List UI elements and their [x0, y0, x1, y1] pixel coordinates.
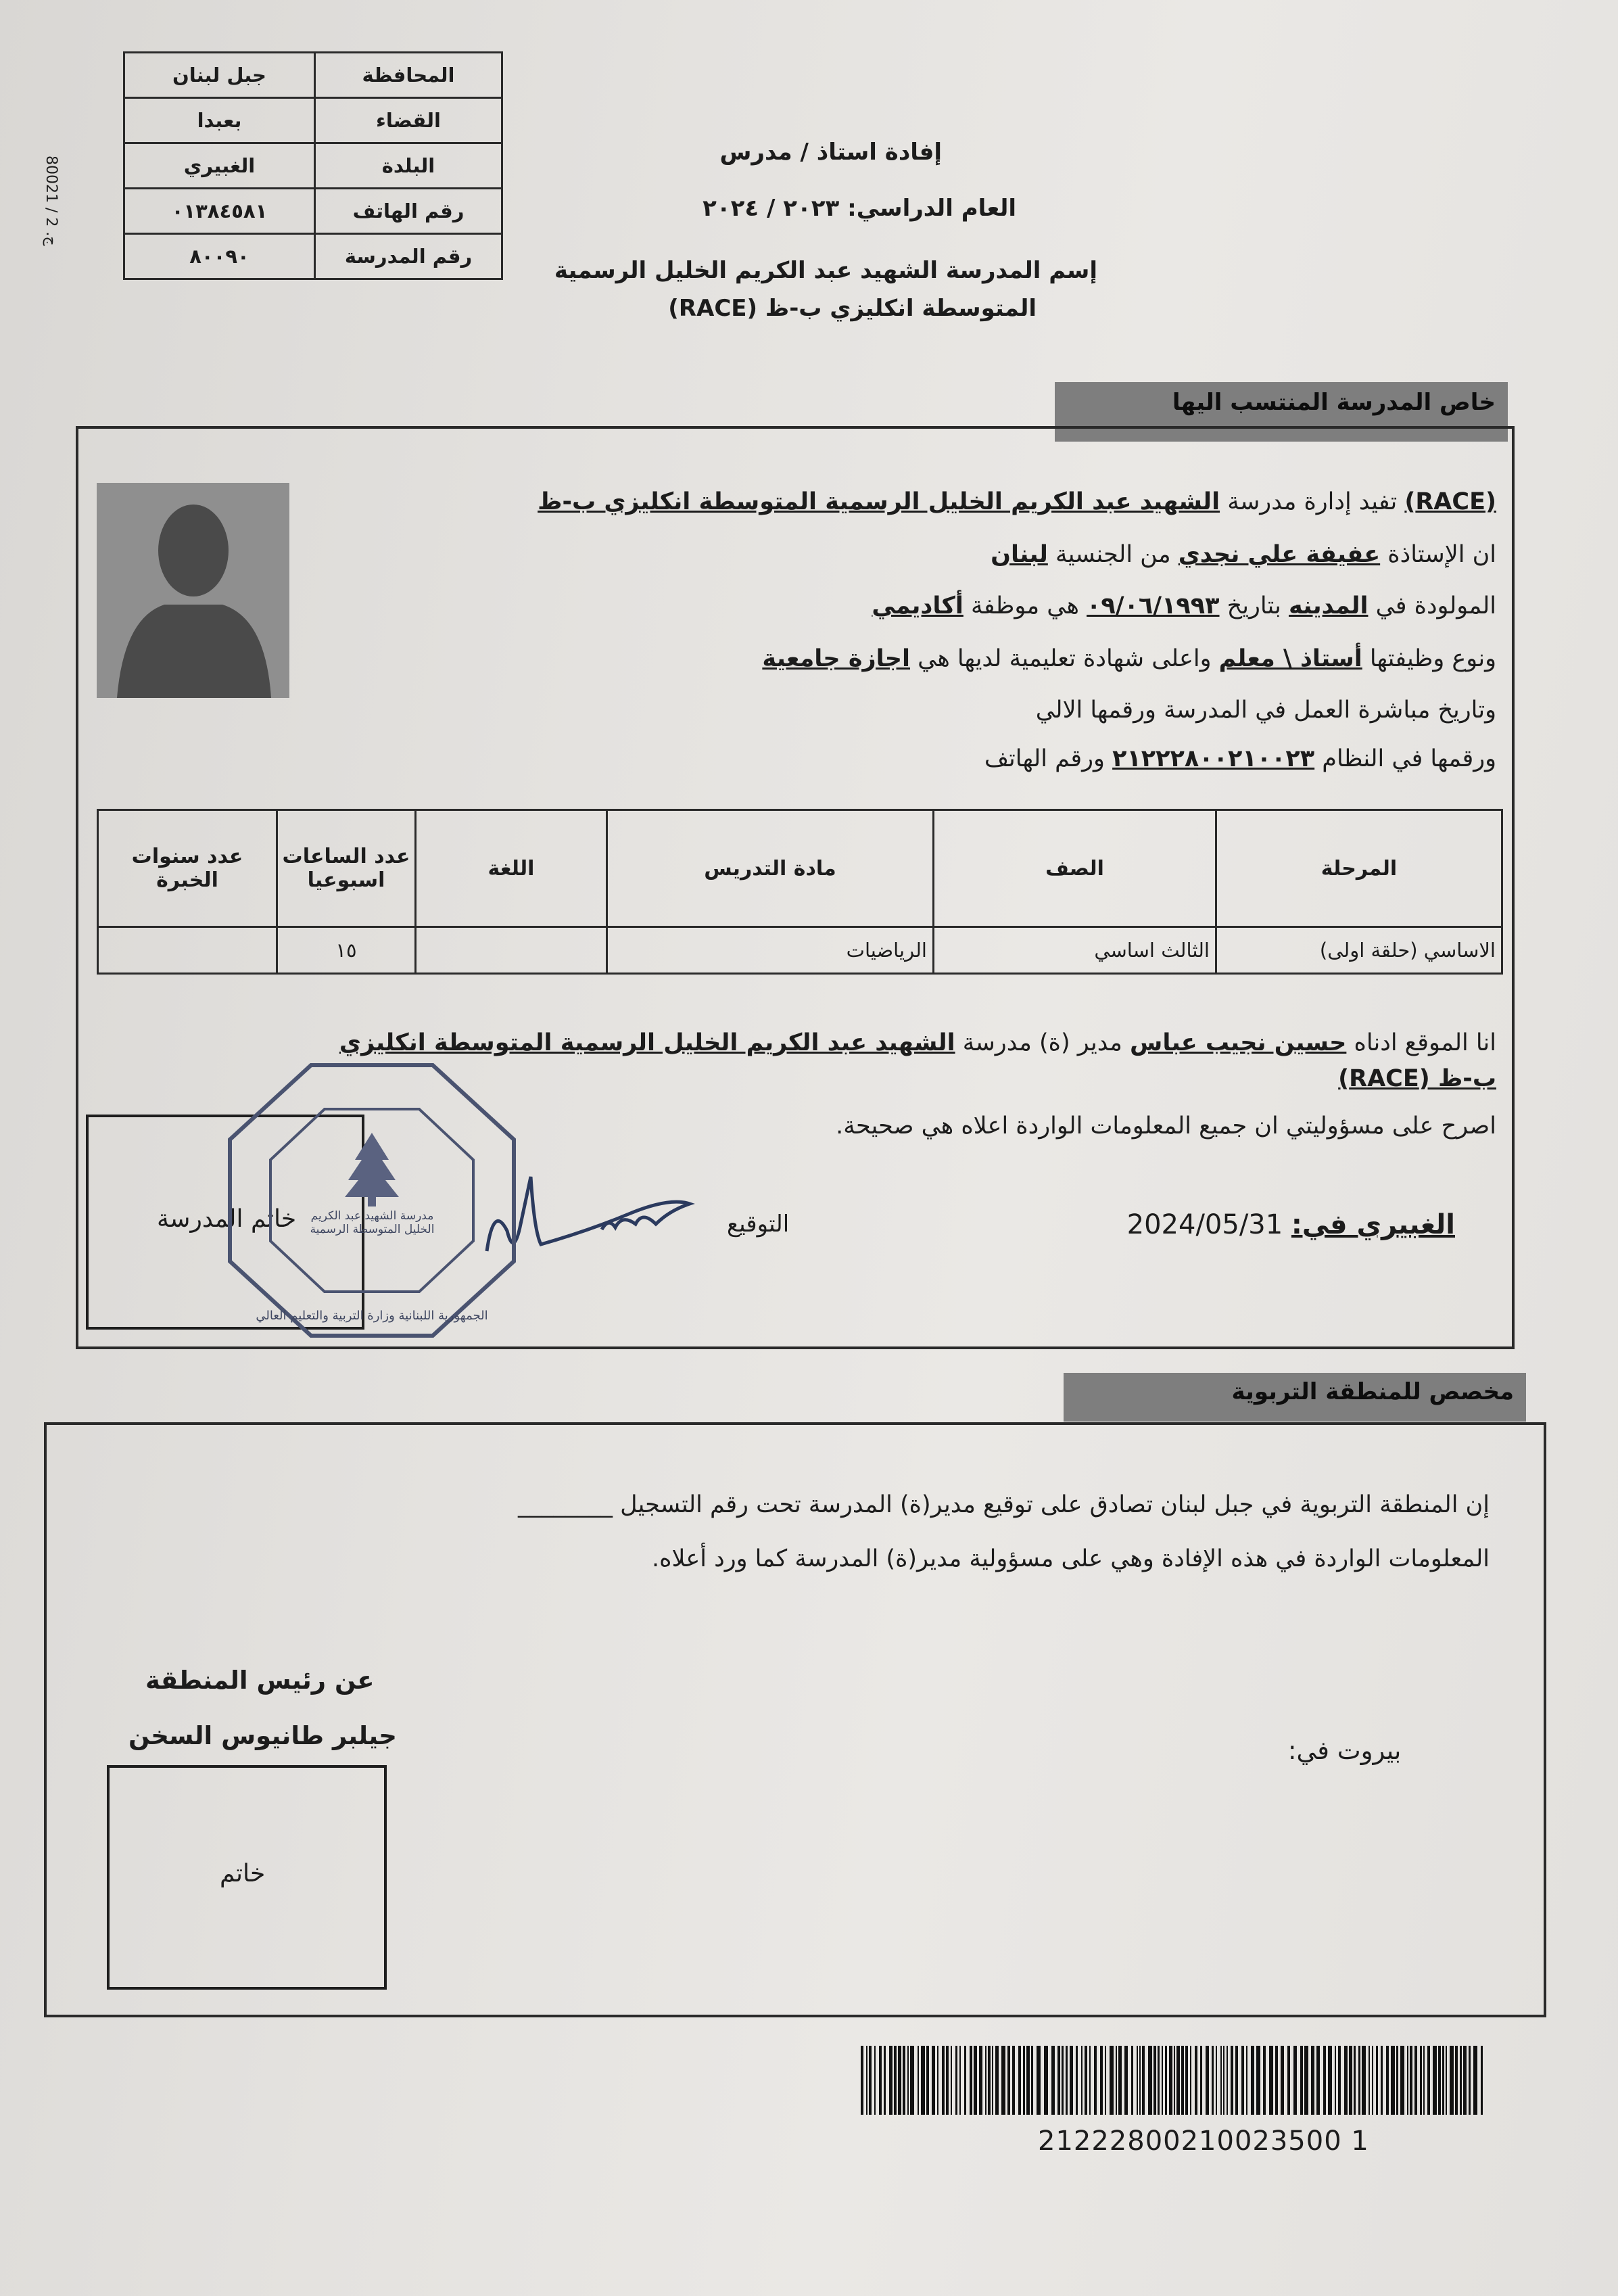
barcode-bar: [1293, 2046, 1297, 2115]
col-header-stage: المرحلة: [1216, 810, 1502, 927]
section-school-title: خاص المدرسة المنتسب اليها: [1055, 382, 1508, 442]
cell-class: الثالث اساسي: [934, 927, 1216, 974]
body-text: مدير (ة) مدرسة: [955, 1029, 1131, 1056]
barcode-bar: [1391, 2046, 1395, 2115]
body-line-1: [538, 488, 1496, 515]
barcode-bar: [869, 2046, 872, 2115]
barcode-bar: [1023, 2046, 1025, 2115]
table-header-row: [98, 810, 1502, 927]
col-header-experience: عدد سنوات الخبرة: [98, 810, 277, 927]
barcode-bar: [884, 2046, 886, 2115]
barcode-bar: [942, 2046, 945, 2115]
barcode-bar: [1037, 2046, 1041, 2115]
barcode-bar: [1381, 2046, 1383, 2115]
barcode-bar: [1094, 2046, 1097, 2115]
beirut-date-label: بيروت في:: [1288, 1736, 1402, 1765]
body-line-6: [984, 745, 1496, 772]
barcode-bar: [1137, 2046, 1138, 2115]
barcode-bar: [1386, 2046, 1389, 2115]
barcode-bar: [910, 2046, 914, 2115]
barcode-bar: [932, 2046, 935, 2115]
barcode-bar: [1012, 2046, 1015, 2115]
info-value: الغبيري: [124, 143, 315, 189]
barcode-bar: [1281, 2046, 1284, 2115]
barcode-bar: [921, 2046, 925, 2115]
barcode-bar: [1231, 2046, 1233, 2115]
barcode-bar: [861, 2046, 863, 2115]
cell-subject: الرياضيات: [607, 927, 934, 974]
barcode-bar: [1181, 2046, 1184, 2115]
barcode-bar: [1051, 2046, 1055, 2115]
barcode-bar: [1304, 2046, 1308, 2115]
teacher-name: عفيفة علي نجدي: [1178, 541, 1381, 568]
table-row: [98, 927, 1502, 974]
school-info-table: [123, 51, 503, 280]
body-text: بتاريخ: [1219, 592, 1289, 619]
body-line-5: وتاريخ مباشرة العمل في المدرسة ورقمها الالي: [1035, 697, 1496, 724]
declaration-line-2: [1338, 1065, 1496, 1092]
barcode-bar: [1031, 2046, 1033, 2115]
barcode-bar: [1256, 2046, 1260, 2115]
barcode-bar: [926, 2046, 929, 2115]
barcode-bar: [1118, 2046, 1122, 2115]
col-header-class: الصف: [934, 810, 1216, 927]
col-header-hours: عدد الساعات اسبوعيا: [277, 810, 416, 927]
barcode-bar: [1481, 2046, 1483, 2115]
barcode-bar: [964, 2046, 966, 2115]
barcode-bar: [1463, 2046, 1467, 2115]
body-line-3: [872, 592, 1496, 619]
barcode-bar: [1116, 2046, 1117, 2115]
barcode-bar: [898, 2046, 901, 2115]
barcode-bar: [1185, 2046, 1188, 2115]
barcode-bar: [1057, 2046, 1060, 2115]
barcode-bar: [894, 2046, 897, 2115]
body-text: انا الموقع ادناه: [1346, 1029, 1496, 1056]
barcode-bar: [1369, 2046, 1370, 2115]
barcode-bar: [879, 2046, 882, 2115]
barcode-bar: [1062, 2046, 1064, 2115]
info-value: ٨٠٠٩٠: [124, 234, 315, 279]
barcode-bar: [1162, 2046, 1163, 2115]
barcode-bar: [1066, 2046, 1068, 2115]
barcode-bar: [1153, 2046, 1156, 2115]
place-label: الغبيري في:: [1291, 1209, 1455, 1240]
barcode-bar: [992, 2046, 993, 2115]
school-name-line1: إسم المدرسة الشهيد عبد الكريم الخليل الرسمية: [554, 257, 1097, 284]
col-header-subject: مادة التدريس: [607, 810, 934, 927]
barcode-bar: [1376, 2046, 1378, 2115]
barcode-bar: [1354, 2046, 1356, 2115]
place-date: [1126, 1209, 1455, 1240]
barcode-bar: [1349, 2046, 1352, 2115]
job-type: أستاذ \ معلم: [1218, 645, 1362, 672]
barcode-bar: [1251, 2046, 1254, 2115]
barcode-bar: [1407, 2046, 1408, 2115]
barcode-bar: [866, 2046, 867, 2115]
info-row-school-number: [124, 234, 502, 279]
barcode-bar: [1358, 2046, 1360, 2115]
barcode-bar: [1085, 2046, 1087, 2115]
barcode-bar: [1269, 2046, 1273, 2115]
race-label: (RACE): [1404, 488, 1496, 515]
cell-hours: ١٥: [277, 927, 416, 974]
barcode-bar: [874, 2046, 876, 2115]
barcode-bar: [959, 2046, 961, 2115]
info-label: القضاء: [315, 98, 502, 143]
barcode-bar: [1410, 2046, 1412, 2115]
barcode-bar: [951, 2046, 952, 2115]
declaration-school-2: ب-ظ (RACE): [1338, 1065, 1496, 1092]
body-text: ورقمها في النظام: [1314, 745, 1496, 772]
barcode-bar: [1311, 2046, 1314, 2115]
barcode-bar: [1148, 2046, 1152, 2115]
body-text: المولودة في: [1368, 592, 1496, 619]
info-row-phone: [124, 189, 502, 234]
barcode-bar: [1328, 2046, 1332, 2115]
barcode-bar: [1089, 2046, 1091, 2115]
system-number: ٢١٢٢٢٨٠٠٢١٠٠٢٣: [1112, 745, 1315, 772]
employee-type: أكاديمي: [872, 592, 963, 619]
body-line-4: [762, 645, 1496, 672]
info-value: ٠١٣٨٤٥٨١: [124, 189, 315, 234]
barcode-bar: [1220, 2046, 1222, 2115]
info-label: رقم المدرسة: [315, 234, 502, 279]
barcode-bar: [1287, 2046, 1290, 2115]
barcode-bar: [1300, 2046, 1303, 2115]
barcode-bar: [889, 2046, 893, 2115]
cell-language: [416, 927, 607, 974]
region-line-1: إن المنطقة التربوية في جبل لبنان تصادق على توقيع مدير(ة) المدرسة تحت رقم التسجيل ________: [517, 1491, 1490, 1518]
barcode-bar: [1246, 2046, 1247, 2115]
barcode-bar: [1070, 2046, 1073, 2115]
barcode-bar: [1450, 2046, 1454, 2115]
barcode-bar: [1316, 2046, 1320, 2115]
certificate: اجازة جامعية: [762, 645, 911, 672]
barcode-bar: [1044, 2046, 1048, 2115]
body-text: تفيد إدارة مدرسة: [1220, 488, 1405, 515]
barcode-bar: [1420, 2046, 1422, 2115]
barcode-bar: [1423, 2046, 1425, 2115]
barcode-bar: [974, 2046, 977, 2115]
barcode-bar: [1142, 2046, 1145, 2115]
seal-ring-text: الجمهورية اللبنانية وزارة التربية والتعليم العالي: [256, 1309, 488, 1323]
declaration-line-1: [339, 1029, 1496, 1056]
barcode-bar: [1165, 2046, 1167, 2115]
barcode-bar: [970, 2046, 972, 2115]
body-text: من الجنسية: [1047, 541, 1179, 568]
info-row-district: [124, 98, 502, 143]
cell-stage: الاساسي (حلقة اولى): [1216, 927, 1502, 974]
info-row-town: [124, 143, 502, 189]
school-name-inline: الشهيد عبد الكريم الخليل الرسمية المتوسطة انكليزي ب-ظ: [538, 488, 1220, 515]
barcode-bar: [1442, 2046, 1444, 2115]
barcode-bar: [1460, 2046, 1462, 2115]
barcode-bar: [1335, 2046, 1336, 2115]
info-label: رقم الهاتف: [315, 189, 502, 234]
barcode-bar: [995, 2046, 999, 2115]
school-name-line2: المتوسطة انكليزي ب-ظ (RACE): [668, 295, 1037, 322]
info-label: البلدة: [315, 143, 502, 189]
barcode-bar: [1446, 2046, 1447, 2115]
barcode-bar: [1190, 2046, 1191, 2115]
barcode-bar: [1131, 2046, 1133, 2115]
barcode-bar: [1473, 2046, 1477, 2115]
seal-center-text: مدرسة الشهيد عبد الكريم الخليل المتوسطة الرسمية: [310, 1209, 435, 1236]
cell-experience: [98, 927, 277, 974]
teaching-table: [97, 809, 1503, 975]
barcode-bar: [985, 2046, 986, 2115]
body-text: هي موظفة: [963, 592, 1087, 619]
barcode-bar: [1275, 2046, 1278, 2115]
signature-label: التوقيع: [727, 1211, 790, 1238]
barcode-bar: [1105, 2046, 1106, 2115]
barcode-bar: [1241, 2046, 1244, 2115]
barcode-bar: [1169, 2046, 1172, 2115]
barcode-bar: [1026, 2046, 1030, 2115]
section-region-title: مخصص للمنطقة التربوية: [1064, 1373, 1526, 1422]
body-text: ونوع وظيفتها: [1362, 645, 1496, 672]
barcode-bar: [979, 2046, 982, 2115]
stamp-label: خاتم المدرسة: [157, 1205, 297, 1233]
barcode-bar: [1081, 2046, 1082, 2115]
col-header-language: اللغة: [416, 810, 607, 927]
info-label: المحافظة: [315, 53, 502, 98]
barcode: [861, 2046, 1490, 2115]
body-text: واعلى شهادة تعليمية لديها هي: [910, 645, 1219, 672]
barcode-bar: [955, 2046, 957, 2115]
barcode-bar: [1362, 2046, 1366, 2115]
barcode-bar: [1200, 2046, 1202, 2115]
on-behalf-label: عن رئيس المنطقة: [145, 1666, 375, 1695]
barcode-bar: [1212, 2046, 1214, 2115]
barcode-bar: [1223, 2046, 1224, 2115]
director-name: حسين نجيب عباس: [1130, 1029, 1347, 1056]
declaration-school: الشهيد عبد الكريم الخليل الرسمية المتوسطة انكليزي: [339, 1029, 955, 1056]
barcode-bar: [903, 2046, 905, 2115]
barcode-bar: [1158, 2046, 1160, 2115]
barcode-bar: [988, 2046, 991, 2115]
barcode-bar: [1110, 2046, 1114, 2115]
birth-date: ٠٩/٠٦/١٩٩٣: [1087, 592, 1220, 619]
barcode-bar: [1139, 2046, 1141, 2115]
school-seal: [223, 1058, 521, 1342]
document-title: إفادة استاذ / مدرس: [719, 139, 942, 166]
barcode-bar: [1455, 2046, 1458, 2115]
barcode-bar: [946, 2046, 949, 2115]
barcode-bar: [1100, 2046, 1103, 2115]
nationality: لبنان: [991, 541, 1048, 568]
barcode-bar: [1001, 2046, 1005, 2115]
school-year: العام الدراسي: ٢٠٢٣ / ٢٠٢٤: [703, 195, 1016, 222]
body-text: ان الإستاذة: [1380, 541, 1496, 568]
barcode-bar: [1206, 2046, 1209, 2115]
date-value: 2024/05/31: [1126, 1209, 1283, 1240]
barcode-bar: [1323, 2046, 1326, 2115]
info-row-governorate: [124, 53, 502, 98]
barcode-bar: [1018, 2046, 1021, 2115]
region-line-2: المعلومات الواردة في هذه الإفادة وهي على مسؤولية مدير(ة) المدرسة كما ورد أعلاه.: [652, 1545, 1490, 1572]
barcode-bar: [918, 2046, 919, 2115]
barcode-bar: [1400, 2046, 1404, 2115]
barcode-number: 21222800210023500 1: [1038, 2126, 1369, 2157]
barcode-bar: [1227, 2046, 1228, 2115]
barcode-bar: [1438, 2046, 1441, 2115]
barcode-bar: [937, 2046, 938, 2115]
info-value: بعبدا: [124, 98, 315, 143]
barcode-bar: [1076, 2046, 1078, 2115]
teacher-photo: [97, 483, 289, 698]
barcode-bar: [1174, 2046, 1175, 2115]
barcode-bar: [1427, 2046, 1430, 2115]
birth-place: المدينه: [1288, 592, 1369, 619]
barcode-bar: [1396, 2046, 1398, 2115]
barcode-bar: [1263, 2046, 1266, 2115]
barcode-bar: [1007, 2046, 1010, 2115]
declaration-line-3: اصرح على مسؤوليتي ان جميع المعلومات الواردة اعلاه هي صحيحة.: [836, 1112, 1496, 1140]
body-text: ورقم الهاتف: [984, 745, 1113, 772]
region-seal-label: خاتم: [220, 1860, 266, 1888]
barcode-bar: [907, 2046, 909, 2115]
info-value: جبل لبنان: [124, 53, 315, 98]
barcode-bar: [1338, 2046, 1341, 2115]
barcode-bar: [1433, 2046, 1437, 2115]
side-code: 80021 / 2 .ج: [43, 156, 60, 246]
barcode-bar: [1195, 2046, 1197, 2115]
barcode-bar: [1469, 2046, 1471, 2115]
barcode-bar: [1216, 2046, 1217, 2115]
barcode-bar: [1344, 2046, 1348, 2115]
barcode-bar: [1176, 2046, 1180, 2115]
barcode-bar: [1372, 2046, 1373, 2115]
barcode-bar: [1235, 2046, 1238, 2115]
region-head-name: جيلبر طانيوس السخن: [128, 1721, 397, 1750]
body-line-2: [991, 541, 1496, 568]
barcode-bar: [1414, 2046, 1417, 2115]
barcode-bar: [1124, 2046, 1128, 2115]
